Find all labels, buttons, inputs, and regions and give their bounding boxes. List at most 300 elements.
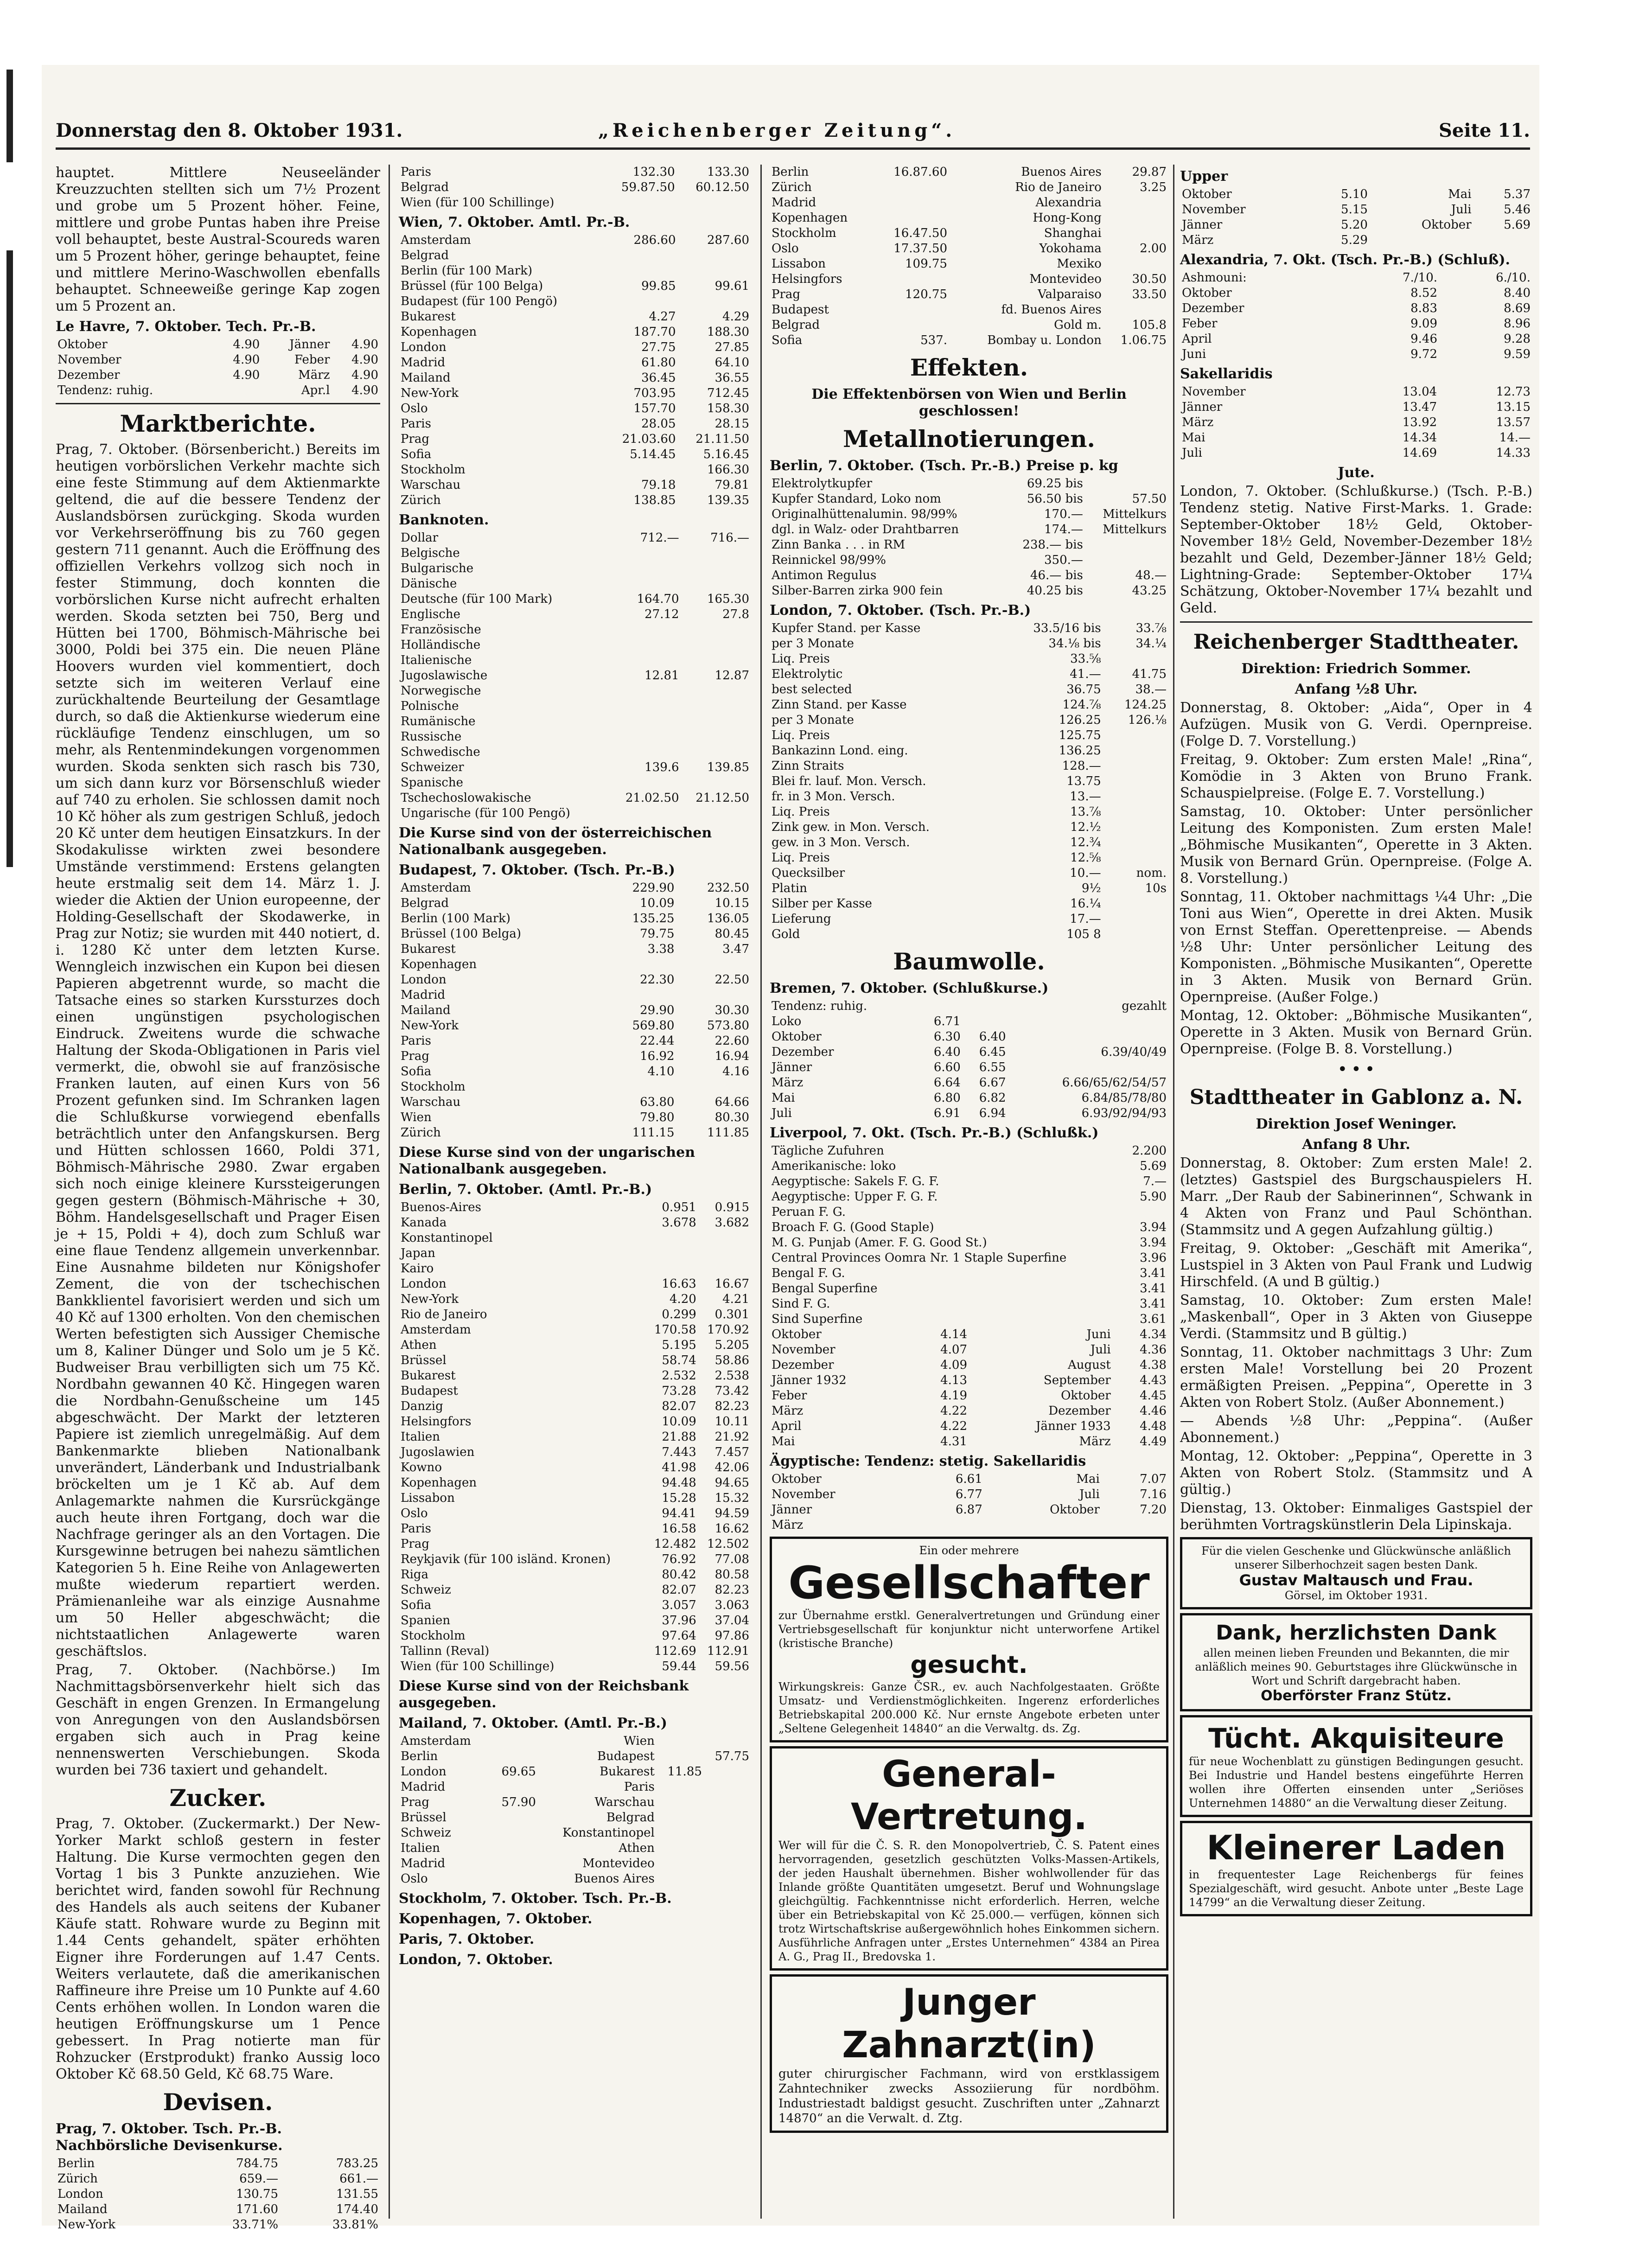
table-cell: 36.75 [1066, 683, 1101, 696]
table-cell: Montevideo [1029, 272, 1102, 286]
table-cell [681, 729, 751, 745]
table-row [399, 447, 751, 462]
table-cell: nom. [1136, 866, 1167, 880]
havre-heading: Le Havre, 7. Oktober. Tech. Pr.-B. [56, 319, 316, 335]
table-cell [681, 576, 751, 592]
table-cell: 5.20 [1341, 218, 1368, 232]
table-cell: 4.90 [233, 338, 260, 351]
table-cell [1085, 537, 1168, 553]
table-cell: Bukarest [401, 1369, 456, 1383]
vienna-heading: Wien, 7. Oktober. Amtl. Pr.-B. [399, 214, 630, 230]
table-cell: Stockholm [401, 1629, 466, 1643]
table-cell: Reinnickel 98/99% [772, 553, 886, 567]
table-cell: Schweizer [401, 760, 464, 774]
table-row [770, 333, 1168, 348]
table-row [399, 546, 751, 561]
table-cell [917, 999, 963, 1014]
table-row [770, 1373, 1168, 1388]
table-row [770, 835, 1168, 850]
table-cell: 21.03.60 [622, 432, 676, 446]
prague-stock-report: Prag, 7. Oktober. (Börsenbericht.) Bereits im heutigen vorbörslichen Verkehr machte sich eine feste Stimmung auf dem Aktienmarkte geltend, die auf die bessere Tendenz der Auslandsbörsen zurückging. Skoda wurden vor Verkehrseröffnung bis zu 760 gegen gestern 711 genannt. Auch die Eröffnung des offiziellen Verkehrs vollzog sich noch in fester Stimmung, doch konnten die vorbörslichen Kurse nicht aufrecht erhalten werden. Skoda setzten bei 750, Berg und Hütten bei 1700, Böhmisch-Mährische bei 3000, Poldi bei 375 ein. Die neuen Pläne Hoovers wurden viel kommentiert, doch setzte sich im weiteren Verlauf eine zurückhaltende Beurteilung der Gesamtlage durch, so daß die Aktienkurse wiederum eine rückläufige Tendenz einschlugen, um so mehr, als Rentenmindekungen vorgenommen wurden. Skoda senkten sich rasch bis 730, um sich dann kurz vor Börsenschluß wieder auf 740 zu erholen. Sie schlossen damit noch 10 Kč höher als zum gestrigen Schluß, jedoch 20 Kč unter dem heutigen Einsatzkurs. In der Skodakulisse wirkten zwei besondere Umstände verstimmend: Erstens gelangten heute erstmalig seit dem 14. März 1. J. wieder die Aktien der Union europeenne, der Holding-Gesellschaft der Skodawerke, in Prag zur Notiz; sie wurden mit 440 notiert, d. i. 1280 Kč unter dem letzten Kurse. Wenngleich inzwischen ein Kupon bei diesen Papieren abgetrennt wurde, so macht die Tatsache eines so starken Kurssturzes doch einen ungünstigen psychologischen Eindruck. Zweitens wurde die schwache Haltung der Skoda-Obligationen in Paris viel vermerkt, die, obwohl sie auf französische Franken lauten, auf einen Kurs von 56 Prozent gefunken sind. Im Schranken lagen die Schlußkurse vorwiegend ebenfalls beträchtlich unter den Anfangskursen. Berg und Hütten schlossen 1660, Poldi 371, Böhmisch-Mährische 2980. Zwar ergaben sich noch einige kleinere Kurssteigerungen gegen gestern (Böhmisch-Mährische + 30, Böhm. Handelsgesellschaft und Prager Eisen je + 15, Poldi + 4), doch zum Schluß war eine flaue Tendenz allgemein unverkennbar. Eine Ausnahme bildeten nur Königshofer Zement, die von der tschechischen Bankklientel favorisiert werden und sich um 40 Kč auf 1300 erholten. Von den chemischen Werten befestigten sich Aussiger Chemische um 8, Kaliner Dünger und Solo um je 5 Kč. Budweiser Brau verbilligten sich um 75 Kč. Nordbahn gewannen 40 Kč. Hingegen waren die Nordbahn-Genußscheine um 145 abgeschwächt. Der Markt der letzteren Papiere ist ziemlich unregelmäßig. Auf dem Bankenmarkte blieben Nationalbank unverändert, Länderbank und Industrialbank bröckelten um je 1 Kč ab. Auf dem Anlagemarkte nahmen die Kursrückgänge auch heute ihren Fortgang, doch war die Nachfrage geringer als an den Vortagen. Die Kursgewinne betrugen bei nahezu sämtlichen Kategorien 5 h. Eine Reihe von Anlagewerten mußte wiederum repartiert werden. Prämienanleihe war als einzige Ausnahme um 50 Heller abgeschwächt; die nichtstaatlichen Anlagewerte waren geschäftslos. [56, 441, 380, 1659]
table-cell: Mailand [401, 371, 451, 385]
table-cell [1473, 233, 1532, 248]
table-cell: 4.09 [940, 1358, 967, 1372]
table-cell: 27.12 [644, 607, 679, 621]
table-cell: 80.58 [714, 1568, 749, 1582]
table-row [399, 942, 751, 957]
table-cell: 10s [1145, 881, 1167, 895]
table-cell: Prag [401, 432, 430, 446]
table-row [770, 804, 1168, 820]
table-cell: 4.48 [1140, 1419, 1167, 1433]
table-row [399, 1825, 751, 1841]
table-cell: 130.75 [236, 2187, 279, 2201]
table-cell: 82.07 [662, 1583, 696, 1597]
table-cell: Liq. Preis [772, 805, 830, 819]
table-cell [611, 638, 681, 653]
table-row [399, 1049, 751, 1064]
table-cell: 12.482 [654, 1537, 696, 1551]
table-row [399, 1215, 751, 1231]
table-cell: Bengal Superfine [772, 1282, 878, 1295]
table-row [399, 653, 751, 668]
table-cell: 43.25 [1132, 584, 1167, 598]
program-entry: Donnerstag, 8. Oktober: „Aida“, Oper in 4 Aufzügen. Musik von G. Verdi. Opernpreise. (Folge D. 7. Vorstellung.) [1180, 700, 1532, 749]
table-cell: 29.90 [640, 1003, 675, 1017]
table-cell: 174.40 [336, 2202, 378, 2216]
table-cell: 17.37.50 [893, 242, 947, 255]
table-cell: Madrid [401, 1780, 446, 1794]
table-cell: Oktober [772, 1472, 822, 1486]
table-row [399, 896, 751, 911]
table-row [770, 1434, 1168, 1449]
table-row [399, 1338, 751, 1353]
table-cell: Juli [1451, 203, 1472, 217]
table-row [770, 1235, 1168, 1251]
ad-dank-silberhochzeit [1180, 1537, 1532, 1609]
table-cell: Kairo [401, 1262, 434, 1276]
table-cell: Jänner 1933 [1036, 1419, 1111, 1433]
table-cell: Berlin (für 100 Mark) [401, 264, 533, 278]
table-row [770, 743, 1168, 759]
table-row [399, 1537, 751, 1552]
table-cell: 79.80 [640, 1110, 675, 1124]
table-cell: August [1068, 1358, 1111, 1372]
table-cell: 136.05 [707, 912, 749, 925]
table-row [399, 1110, 751, 1125]
table-cell: 7.20 [1140, 1503, 1167, 1517]
table-cell [698, 1231, 751, 1246]
table-row [770, 1075, 1168, 1091]
table-cell: 4.49 [1140, 1435, 1167, 1448]
table-cell: 14.69 [1402, 446, 1437, 460]
table-cell [1103, 774, 1168, 789]
table-row [770, 1091, 1168, 1106]
table-cell: September [1043, 1373, 1111, 1387]
table-cell [657, 1810, 704, 1825]
table-cell: 109.75 [905, 257, 947, 271]
table-row [770, 1472, 1168, 1487]
table-cell: Belgrad [401, 896, 449, 910]
table-cell: Mai [1448, 187, 1472, 201]
table-cell: 56.50 bis [1027, 492, 1083, 506]
table-cell: 6./10. [1496, 271, 1531, 285]
table-cell: 170.— [1044, 507, 1083, 521]
table-cell [681, 622, 751, 638]
table-row [770, 241, 1168, 256]
table-cell: März [772, 1076, 804, 1090]
table-cell: 34.¼ [1135, 637, 1167, 651]
table-row [770, 789, 1168, 804]
table-row [770, 507, 1168, 522]
table-cell: Italien [401, 1430, 440, 1444]
column-rule [389, 165, 390, 2219]
table-cell: 27.8 [722, 607, 749, 621]
table-cell: Originalhüttenalumin. 98/99% [772, 507, 957, 521]
table-cell: 28.15 [714, 417, 749, 431]
table-row [399, 699, 751, 714]
table-row [399, 195, 751, 211]
table-row [770, 927, 1168, 942]
table-cell: 6.30 [933, 1030, 961, 1044]
table-cell: 59.56 [714, 1659, 749, 1673]
table-cell: Mittelkurs [1103, 523, 1167, 536]
table-cell: Montevideo [582, 1857, 655, 1870]
table-row [399, 1353, 751, 1368]
table-cell: 12.½ [1070, 820, 1101, 834]
table-cell: 57.50 [1132, 492, 1167, 506]
table-cell: 9.46 [1410, 332, 1438, 346]
table-cell: Sofia [401, 1065, 432, 1078]
table-cell: Zürich [57, 2172, 98, 2186]
table-cell: März [298, 368, 330, 382]
table-cell: 8.69 [1504, 301, 1531, 315]
table-cell [611, 699, 681, 714]
table-row [399, 263, 751, 279]
jute-heading: Jute. [1338, 465, 1375, 481]
table-cell: 573.80 [707, 1019, 749, 1033]
table-cell: 22.60 [714, 1034, 749, 1048]
table-cell: Rio de Janeiro [1015, 180, 1102, 194]
table-row [399, 1795, 751, 1810]
table-cell: 3.41 [1140, 1297, 1167, 1311]
sugar-report: Prag, 7. Oktober. (Zuckermarkt.) Der New-Yorker Markt schloß gestern in fester Haltung. Die Kurse vermochten gegen den Vortag 1 bis 3 Punkte anzuziehen. Wie berichtet wird, fanden sowohl für Rechnung des Handels als auch seitens der Kubaner Käufe statt. Rohware wurde zu Beginn mit 1.44 Cents gehandelt, später erhöhten Eigner ihre Forderungen auf 1.47 Cents. Weiters verlautete, daß die amerikanischen Raffineure ihre Preise um 10 Punkte auf 4.60 Cents erhöhen wollen. In London waren die heutigen Eröffnungskurse um 1 Pence gebessert. In Prag notierte man für Rohzucker (Erstprodukt) franko Aussig loco Oktober Kč 68.50 Geld, Kč 68.75 Ware. [56, 1816, 380, 2082]
table-cell: Polnische [401, 699, 459, 713]
table-cell [698, 1246, 751, 1261]
budapest-rates-table [399, 881, 751, 1141]
table-cell [1103, 820, 1168, 835]
program-entry: Montag, 12. Oktober: „Peppina“, Operette in 3 Akten von Robert Stolz. (Stammsitz und A gültig.) [1180, 1448, 1532, 1498]
table-cell: best selected [772, 683, 852, 696]
table-row [770, 226, 1168, 241]
table-cell: 232.50 [707, 881, 749, 895]
table-cell [601, 988, 676, 1003]
table-cell: Dezember [772, 1045, 834, 1059]
table-cell: Oslo [401, 1506, 428, 1520]
banknotes-table [399, 530, 751, 821]
table-cell: Athen [619, 1841, 655, 1855]
table-cell: 139.35 [707, 493, 749, 507]
table-cell: Liq. Preis [772, 652, 830, 666]
table-cell [1103, 651, 1168, 667]
table-cell: Wien [624, 1734, 655, 1748]
table-cell: 4.27 [649, 310, 676, 324]
table-cell: 716.— [710, 531, 749, 545]
table-row [56, 2202, 380, 2217]
table-row [770, 256, 1168, 272]
table-cell: April [1182, 332, 1212, 346]
table-row [770, 553, 1168, 568]
table-row [56, 368, 380, 383]
table-row [56, 383, 380, 398]
table-cell: Wien [401, 1110, 432, 1124]
table-cell [681, 714, 751, 729]
table-cell: Stockholm [401, 1080, 466, 1094]
table-cell: 21.88 [662, 1430, 696, 1444]
prague-afterhours-report: Prag, 7. Oktober. (Nachbörse.) Im Nachmittagsbörsenverkehr hielt sich das Geschäft in engen Grenzen. In Ermangelung von Anregungen von den Auslandsbörsen ergaben sich auch in Prag keine nennenswerten Verschiebungen. Skoda wurden bei 736 taxiert und gehandelt. [56, 1662, 380, 1778]
table-cell: 12.81 [644, 669, 679, 683]
table-cell: 3.41 [1140, 1266, 1167, 1280]
table-row [770, 1312, 1168, 1327]
table-row [770, 1045, 1168, 1060]
table-cell: Tendenz: ruhig. [57, 383, 153, 397]
table-cell: Feber [1182, 317, 1218, 331]
vienna-rates-table [399, 233, 751, 508]
table-row [770, 667, 1168, 682]
sakellaridis-table [1180, 384, 1532, 461]
table-cell: Stockholm [772, 226, 836, 240]
table-cell: 187.70 [633, 325, 676, 339]
table-row [399, 478, 751, 493]
table-cell: Juni [1086, 1327, 1111, 1341]
table-cell: Paris [401, 1522, 431, 1536]
table-cell: 131.55 [336, 2187, 378, 2201]
table-cell [657, 1734, 704, 1749]
table-row [770, 1060, 1168, 1075]
table-row [770, 774, 1168, 789]
table-row [399, 1414, 751, 1429]
table-cell: 166.30 [707, 463, 749, 477]
table-cell [602, 195, 676, 211]
table-cell: 3.47 [722, 942, 749, 956]
table-cell: 94.48 [662, 1476, 696, 1490]
table-cell: Prag [401, 1795, 430, 1809]
table-row [399, 325, 751, 340]
table-cell: Belgische [401, 546, 460, 560]
table-cell: Budapest [597, 1749, 655, 1763]
table-cell: November [57, 353, 121, 367]
table-row [770, 1358, 1168, 1373]
table-cell: Juni [1182, 347, 1206, 361]
table-cell: Spanische [401, 776, 464, 790]
table-row [770, 1029, 1168, 1045]
program-entry: Samstag, 10. Oktober: Unter persönlicher Leitung des Komponisten. Zum ersten Male! „Böhmische Musikanten“, Operette in 3 Akten. Musik von Bernard Grün. Opernpreise. (Folge A. 8. Vorstellung.) [1180, 804, 1532, 887]
table-row [399, 714, 751, 729]
table-cell: Lissabon [401, 1491, 455, 1505]
table-row [399, 370, 751, 386]
table-cell: 41.98 [662, 1461, 696, 1474]
table-cell: 73.28 [662, 1384, 696, 1398]
table-cell [645, 1246, 698, 1261]
table-cell: 7./10. [1403, 271, 1438, 285]
ad-text: allen meinen lieben Freunden und Bekannten, die mir anläßlich meines 90. Geburtstages ihre Glückwünsche in Wort und Schrift dargebracht haben. [1195, 1646, 1518, 1687]
table-cell [1102, 1518, 1168, 1533]
table-cell: 10.15 [714, 896, 749, 910]
table-cell: 48.— [1135, 568, 1167, 582]
table-cell: Dänische [401, 577, 457, 591]
divider [1180, 621, 1532, 623]
table-cell: 14.34 [1402, 431, 1437, 445]
table-row [770, 165, 1168, 180]
table-cell: Konstantinopel [401, 1231, 493, 1245]
table-row [399, 462, 751, 478]
table-cell: fr. in 3 Mon. Versch. [772, 790, 895, 804]
theater2-title: Stadttheater in Gablonz a. N. [1189, 1085, 1523, 1109]
ad-akquisiteure [1180, 1715, 1532, 1817]
table-cell: 125.75 [1059, 728, 1101, 742]
table-cell: Wien (für 100 Schillinge) [401, 1659, 555, 1673]
ad-title: Kleinerer Laden [1206, 1828, 1506, 1867]
table-cell: Kanada [401, 1216, 447, 1230]
table-row [770, 1205, 1168, 1220]
table-cell: Mittelkurs [1103, 507, 1167, 521]
table-cell [676, 957, 751, 972]
table-cell: 6.64 [933, 1076, 961, 1090]
table-row [399, 972, 751, 988]
table-row [1180, 270, 1532, 286]
table-row [399, 1628, 751, 1644]
table-cell: 14.— [1499, 431, 1531, 445]
table-cell: 6.84/85/78/80 [1081, 1091, 1167, 1105]
table-cell: 170.92 [707, 1323, 749, 1337]
table-cell: 17.— [1070, 912, 1101, 926]
table-cell: 188.30 [707, 325, 749, 339]
table-row [399, 576, 751, 592]
table-cell: Amsterdam [401, 233, 471, 247]
table-cell: Prag [401, 1049, 430, 1063]
table-cell [491, 1780, 538, 1795]
table-cell: 9.28 [1504, 332, 1531, 346]
ad-title: Gesellschafter [788, 1557, 1150, 1609]
table-cell: Dezember [1182, 301, 1244, 315]
table-cell: 4.07 [940, 1343, 967, 1357]
table-cell: 64.66 [714, 1095, 749, 1109]
table-cell: 165.30 [707, 592, 749, 606]
table-cell: Central Provinces Oomra Nr. 1 Staple Superfine [772, 1251, 1067, 1265]
table-cell: Antimon Regulus [772, 568, 877, 582]
newspaper-title: „Reichenberger Zeitung“. [598, 120, 956, 141]
table-cell [678, 294, 751, 309]
table-cell: 659.— [239, 2172, 279, 2186]
table-cell: 37.96 [662, 1614, 696, 1627]
table-cell: Kowno [401, 1461, 442, 1474]
table-row [399, 760, 751, 775]
metal-london-heading: London, 7. Oktober. (Tsch. Pr.-B.) [770, 602, 1031, 619]
table-cell: Zinn Banka . . . in RM [772, 538, 906, 552]
table-cell: 76.92 [662, 1552, 696, 1566]
table-cell: 124.⅞ [1062, 698, 1101, 712]
ad-place: Görsel, im Oktober 1931. [1284, 1589, 1428, 1602]
table-cell: 3.94 [1140, 1236, 1167, 1250]
table-cell: 6.39/40/49 [1101, 1045, 1167, 1059]
table-cell: 4.10 [647, 1065, 675, 1078]
table-cell: Holländische [401, 638, 481, 652]
table-cell: 4.13 [940, 1373, 967, 1387]
table-cell: 82.07 [662, 1399, 696, 1413]
table-cell: März [1182, 233, 1214, 247]
table-row [399, 1261, 751, 1276]
table-cell: 5.90 [1140, 1190, 1167, 1204]
table-cell: Liq. Preis [772, 728, 830, 742]
marktberichte-heading: Marktberichte. [120, 410, 316, 437]
table-cell: Buenos-Aires [401, 1200, 482, 1214]
table-cell: 9.59 [1504, 347, 1531, 361]
table-cell: 12.87 [714, 669, 749, 683]
egyptian-heading: Ägyptische: Tendenz: stetig. Sakellaridis [770, 1453, 1086, 1469]
table-cell [1008, 1014, 1168, 1029]
table-cell [681, 806, 751, 821]
table-cell: 16.¼ [1070, 897, 1101, 911]
milan-heading: Mailand, 7. Oktober. (Amtl. Pr.-B.) [399, 1715, 667, 1731]
table-row [399, 1322, 751, 1338]
table-cell: gew. in 3 Mon. Versch. [772, 836, 910, 849]
table-cell: 6.93/92/94/93 [1081, 1106, 1167, 1120]
table-cell: 30.50 [1132, 272, 1167, 286]
table-row [1180, 415, 1532, 430]
table-cell: 7.457 [714, 1445, 749, 1459]
table-row [56, 2171, 380, 2187]
table-cell: 22.44 [640, 1034, 675, 1048]
table-cell [681, 775, 751, 791]
table-cell: Dollar [401, 531, 439, 545]
table-cell: 10.09 [662, 1415, 696, 1429]
table-cell: Sind F. G. [772, 1297, 830, 1311]
table-cell [681, 745, 751, 760]
table-cell: 4.29 [722, 310, 749, 324]
table-row [399, 165, 751, 180]
table-cell: 82.23 [714, 1399, 749, 1413]
table-cell [645, 1231, 698, 1246]
table-cell: Zürich [772, 180, 812, 194]
table-row [399, 180, 751, 195]
table-row [399, 416, 751, 432]
table-row [399, 1307, 751, 1322]
table-cell: 135.25 [632, 912, 675, 925]
egyptian-table [770, 1472, 1168, 1533]
table-cell: Sind Superfine [772, 1312, 863, 1326]
table-cell: Bukarest [401, 310, 456, 324]
table-cell: Loko [772, 1015, 802, 1028]
table-cell: Valparaiso [1038, 287, 1102, 301]
table-row [399, 248, 751, 263]
table-cell: 238.— bis [1022, 538, 1083, 552]
table-cell: 3.94 [1140, 1220, 1167, 1234]
table-cell: Italien [401, 1841, 440, 1855]
table-row [399, 745, 751, 760]
table-cell: 111.15 [632, 1126, 675, 1140]
table-cell: Broach F. G. (Good Staple) [772, 1220, 934, 1234]
table-cell [604, 294, 677, 309]
table-cell: Jänner [1182, 400, 1223, 414]
table-cell [1103, 302, 1168, 318]
table-cell: 124.25 [1124, 698, 1167, 712]
table-row [399, 340, 751, 355]
table-cell: Blei fr. lauf. Mon. Versch. [772, 774, 926, 788]
table-cell [491, 1734, 538, 1749]
table-row [399, 1079, 751, 1095]
table-row [770, 759, 1168, 774]
table-cell: 6.80 [933, 1091, 961, 1105]
